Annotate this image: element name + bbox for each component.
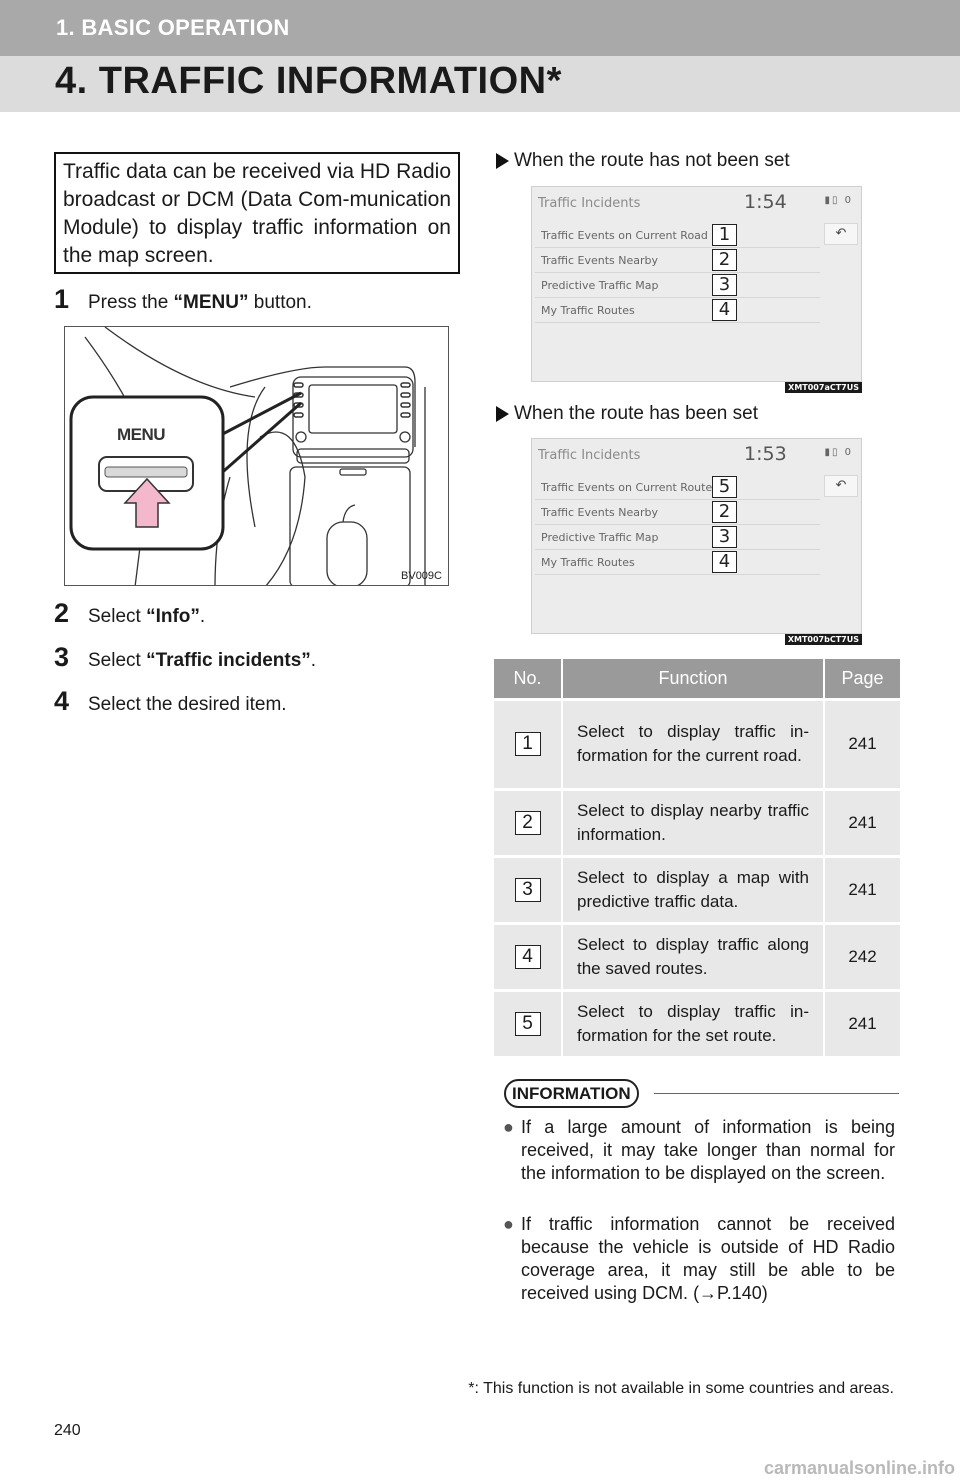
row-function: Select to display traffic in-formation for the current road.	[562, 699, 824, 789]
step-text-end: button.	[248, 292, 312, 313]
callout-number: 2	[712, 501, 737, 523]
dashboard-drawing	[65, 327, 449, 586]
step-number: 4	[54, 686, 70, 716]
screen-item[interactable]: Traffic Events Nearby	[535, 248, 820, 273]
screen-clock: 1:54	[744, 191, 787, 213]
callout-number: 2	[712, 249, 737, 271]
back-icon[interactable]: ↶	[824, 223, 858, 245]
table-row	[494, 990, 900, 1056]
illustration-code: BV009C	[401, 570, 442, 582]
bullet-icon: ●	[503, 1117, 514, 1137]
traffic-screen-1	[531, 186, 862, 392]
bullet-icon: ●	[503, 1214, 514, 1234]
callout-number: 1	[712, 224, 737, 246]
step-keyword: “Info”	[146, 606, 200, 627]
table-row	[494, 856, 900, 923]
screen-item[interactable]: Predictive Traffic Map	[535, 525, 820, 550]
case-label: When the route has not been set	[514, 150, 790, 171]
header-no: No.	[494, 659, 562, 699]
step-keyword: “Traffic incidents”	[146, 650, 311, 671]
section-label: 1. BASIC OPERATION	[56, 15, 290, 40]
row-number: 5	[515, 1012, 541, 1036]
callout-number: 5	[712, 476, 737, 498]
step-3	[54, 642, 316, 673]
row-function: Select to display a map with predictive traffic data.	[562, 856, 824, 923]
callout-number: 4	[712, 299, 737, 321]
watermark: carmanualsonline.info	[763, 1458, 955, 1478]
callout-number: 3	[712, 274, 737, 296]
screen-item[interactable]: My Traffic Routes	[535, 298, 820, 323]
callout-number: 3	[712, 526, 737, 548]
case-label: When the route has been set	[514, 403, 758, 424]
information-item	[503, 1116, 895, 1185]
row-number: 1	[515, 732, 541, 756]
section-strip	[0, 0, 960, 56]
screen-title: Traffic Incidents	[538, 195, 641, 211]
step-4	[54, 686, 287, 717]
screen-title: Traffic Incidents	[538, 447, 641, 463]
back-icon[interactable]: ↶	[824, 475, 858, 497]
row-number: 2	[515, 811, 541, 835]
table-row	[494, 923, 900, 990]
step-keyword: “MENU”	[173, 292, 249, 313]
row-page: 242	[824, 923, 900, 990]
footnote: *: This function is not available in some countries and areas.	[468, 1380, 894, 1397]
step-number: 3	[54, 642, 70, 672]
step-number: 1	[54, 284, 70, 314]
information-text: If a large amount of information is being received, it may take longer than normal for the information to be displayed on the screen.	[521, 1117, 895, 1183]
row-function: Select to display traffic along the saved routes.	[562, 923, 824, 990]
row-page: 241	[824, 789, 900, 856]
intro-box: Traffic data can be received via HD Radio broadcast or DCM (Data Com-munication Module) to display traffic information on the map screen.	[54, 152, 460, 274]
step-text: Select the desired item.	[88, 694, 287, 715]
screen-item[interactable]: Traffic Events on Current Road	[535, 223, 820, 248]
step-text-end: .	[310, 650, 317, 671]
status-icons: ▮▯ 0	[824, 447, 853, 458]
status-icons: ▮▯ 0	[824, 195, 853, 206]
page-title: 4. TRAFFIC INFORMATION*	[55, 60, 562, 102]
table-row	[494, 789, 900, 856]
information-item	[503, 1213, 895, 1305]
row-page: 241	[824, 856, 900, 923]
step-text: Select	[88, 650, 147, 671]
screen-item[interactable]: My Traffic Routes	[535, 550, 820, 575]
table-row	[494, 699, 900, 789]
row-page: 241	[824, 699, 900, 789]
step-1	[54, 284, 312, 315]
callout-number: 4	[712, 551, 737, 573]
function-table	[494, 659, 900, 1056]
case-route-not-set	[496, 150, 790, 172]
header-function: Function	[562, 659, 824, 699]
row-number: 3	[515, 878, 541, 902]
dashboard-illustration	[64, 326, 449, 586]
row-number: 4	[515, 945, 541, 969]
screen-item[interactable]: Traffic Events Nearby	[535, 500, 820, 525]
step-2	[54, 598, 205, 629]
row-function: Select to display nearby traffic information.	[562, 789, 824, 856]
information-text: If traffic information cannot be received because the vehicle is outside of HD Radio coverage area, it may still be able to be received using DCM. (→P.140)	[521, 1214, 895, 1303]
row-page: 241	[824, 990, 900, 1056]
step-text: Press the	[88, 292, 174, 313]
table-header-row	[494, 659, 900, 699]
header-page: Page	[824, 659, 900, 699]
step-text: Select	[88, 606, 147, 627]
screen-item[interactable]: Predictive Traffic Map	[535, 273, 820, 298]
row-function: Select to display traffic in-formation for the set route.	[562, 990, 824, 1056]
page-number: 240	[54, 1422, 81, 1439]
screen-code: XMT007bCT7US	[785, 634, 862, 645]
step-text-end: .	[199, 606, 206, 627]
screen-header	[532, 439, 861, 471]
triangle-bullet-icon	[496, 153, 509, 169]
screen-code: XMT007aCT7US	[785, 382, 862, 393]
triangle-bullet-icon	[496, 406, 509, 422]
menu-button-label: MENU	[117, 425, 166, 444]
traffic-screen-2	[531, 438, 862, 644]
screen-clock: 1:53	[744, 443, 787, 465]
step-number: 2	[54, 598, 70, 628]
case-route-set	[496, 403, 758, 425]
screen-header	[532, 187, 861, 219]
screen-item[interactable]: Traffic Events on Current Route	[535, 475, 820, 500]
information-divider	[654, 1093, 899, 1094]
information-label: INFORMATION	[504, 1079, 639, 1108]
